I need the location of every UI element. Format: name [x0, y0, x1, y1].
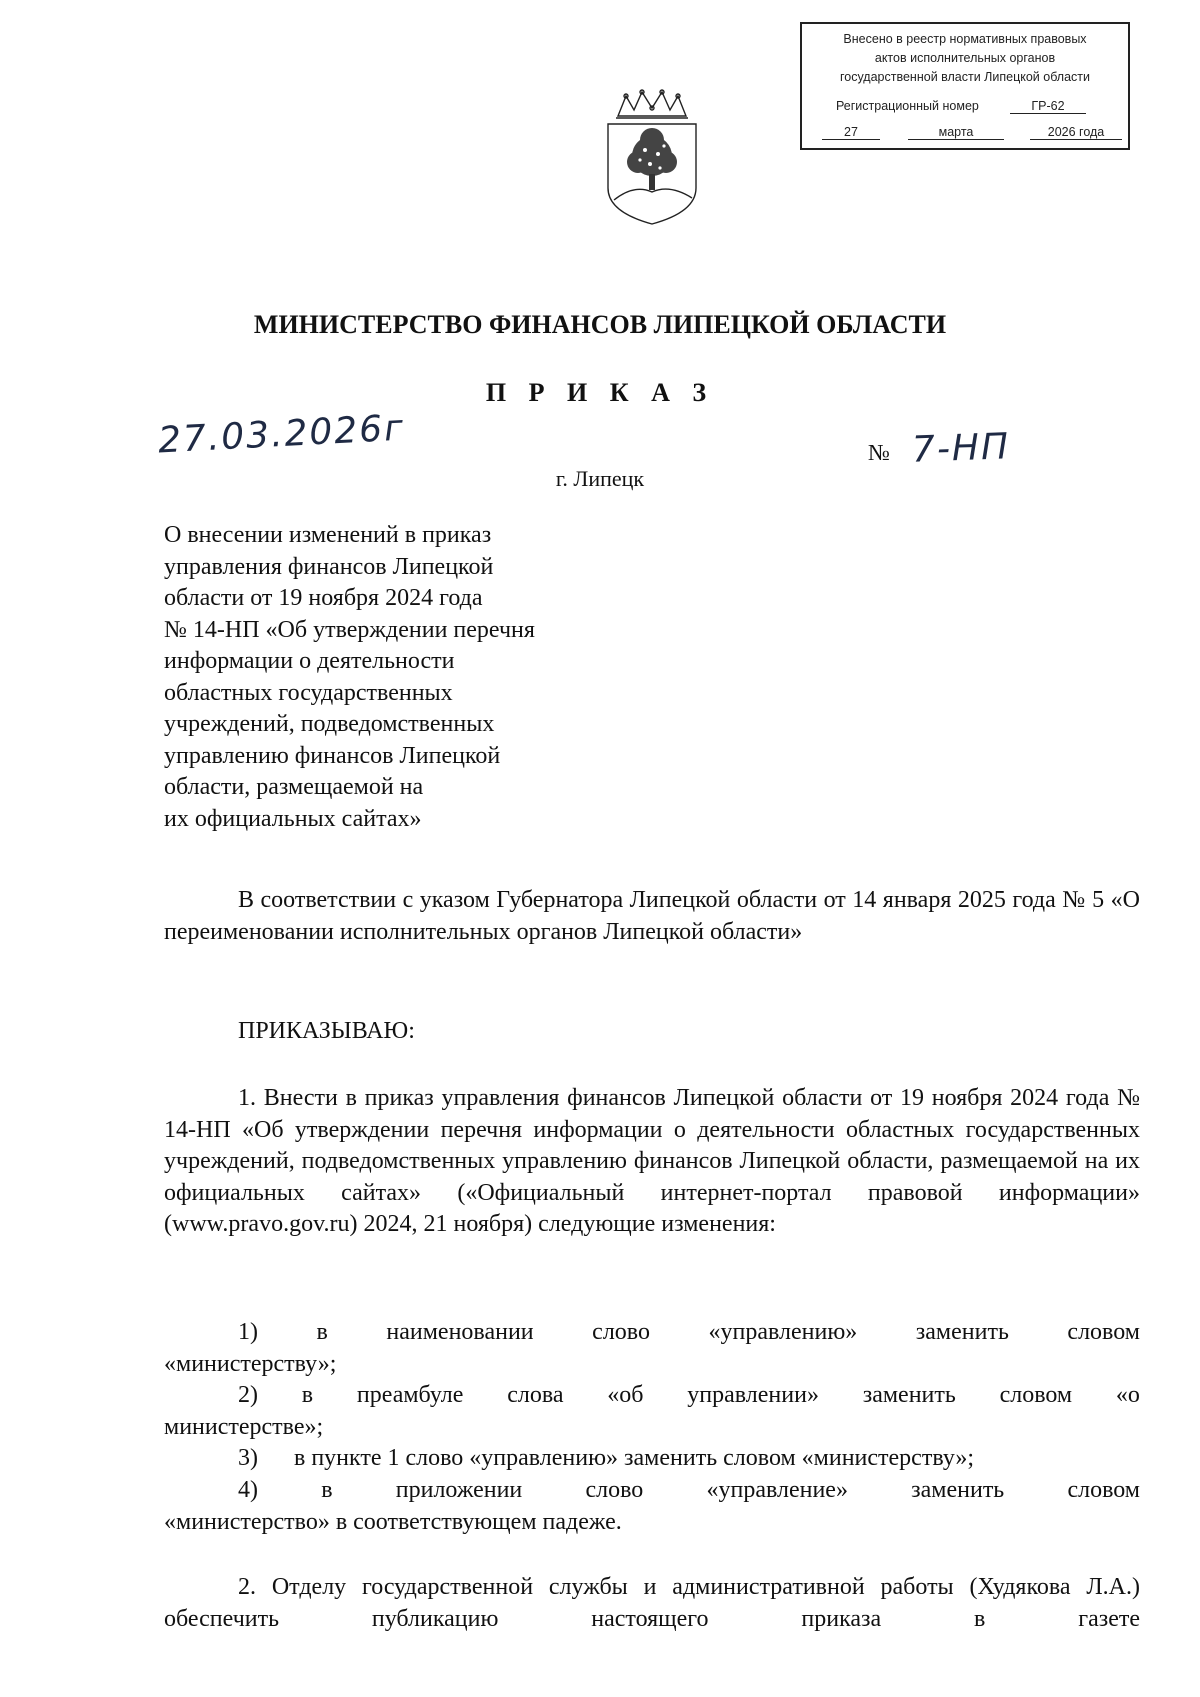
subject-line: области, размещаемой на: [164, 774, 424, 800]
document-type: П Р И К А З: [485, 378, 715, 407]
subject-line: их официальных сайтах»: [164, 805, 422, 832]
word: приложении: [395, 1477, 523, 1503]
word: словом: [1067, 1477, 1140, 1503]
item-1-text: 1. Внести в приказ управления финансов Липецкой области от 19 ноября 2024 года № 14-НП «Об утверждении перечня информации о деятельности областных государственных учреждений, подведомственных управлению финансов Липецкой области, размещаемой на их официальных сайтах» («Официальный интернет-портал правовой информации» (www.pravo.gov.ru) 2024, 21 ноября) следующие изменения:: [164, 1085, 1140, 1237]
document-subject: [164, 520, 535, 835]
sub-item-1-continuation: «министерству»;: [164, 1350, 337, 1377]
subject-line: № 14-НП «Об утверждении перечня: [164, 616, 535, 643]
sub-item-1: [164, 1317, 1140, 1380]
word: управлении»: [687, 1382, 819, 1408]
item-1-paragraph: [164, 1083, 1140, 1241]
stamp-reg-number: ГР-62: [1010, 99, 1086, 114]
stamp-line-2: актов исполнительных органов: [874, 51, 1056, 65]
word: наименовании: [386, 1319, 534, 1345]
item-2-paragraph: [164, 1572, 1140, 1635]
city: г. Липецк: [555, 466, 645, 491]
sub-item-2-continuation: министерстве»;: [164, 1413, 324, 1440]
stamp-line-3: государственной власти Липецкой области: [839, 70, 1091, 84]
stamp-month: марта: [908, 125, 1004, 140]
word: заменить: [862, 1382, 956, 1408]
word: преамбуле: [356, 1382, 464, 1408]
item-2-text: 2. Отделу государственной службы и административной работы (Худякова Л.А.) обеспечить публикацию настоящего приказа в газете: [164, 1574, 1140, 1632]
word: «управление»: [706, 1477, 848, 1503]
word: в: [316, 1319, 328, 1345]
word: заменить: [911, 1477, 1005, 1503]
word: в: [301, 1382, 314, 1408]
sub-item-2: [164, 1380, 1140, 1443]
sub-item-4-continuation: «министерство» в соответствующем падеже.: [164, 1508, 622, 1535]
word: слово: [592, 1319, 650, 1345]
sub-item-1-number: 1): [238, 1319, 258, 1345]
registration-stamp: [800, 22, 1130, 150]
word: словом: [999, 1382, 1073, 1408]
stamp-line-1: Внесено в реестр нормативных правовых: [843, 32, 1087, 46]
number-label: №: [868, 440, 890, 465]
word: в: [321, 1477, 333, 1503]
organization-title: МИНИСТЕРСТВО ФИНАНСОВ ЛИПЕЦКОЙ ОБЛАСТИ: [253, 310, 947, 339]
preamble-paragraph: [164, 885, 1140, 948]
subject-line: учреждений, подведомственных: [164, 711, 495, 737]
stamp-year: 2026 года: [1030, 125, 1122, 140]
sub-item-4: [164, 1475, 1140, 1538]
sub-item-2-number: 2): [238, 1382, 258, 1408]
stamp-day: 27: [822, 125, 880, 140]
preamble-text: В соответствии с указом Губернатора Липецкой области от 14 января 2025 года № 5 «О переименовании исполнительных органов Липецкой области»: [164, 887, 1140, 945]
subject-line: управлению финансов Липецкой: [164, 742, 501, 769]
coat-of-arms-icon: [600, 88, 704, 228]
sub-item-3-text: 3) в пункте 1 слово «управлению» заменить словом «министерству»;: [238, 1445, 975, 1471]
sub-item-4-number: 4): [238, 1477, 258, 1503]
order-word: ПРИКАЗЫВАЮ:: [238, 1018, 415, 1044]
subject-line: информации о деятельности: [164, 648, 455, 674]
subject-line: управления финансов Липецкой: [164, 553, 494, 580]
word: слово: [585, 1477, 644, 1503]
word: «об: [607, 1382, 644, 1408]
subject-line: областных государственных: [164, 679, 453, 706]
stamp-reg-label: Регистрационный номер: [836, 99, 979, 113]
handwritten-date: 27.03.2026г: [157, 407, 406, 462]
word: «о: [1115, 1382, 1140, 1408]
word: слова: [507, 1382, 564, 1408]
handwritten-number: 7-НП: [911, 426, 1011, 471]
sub-item-3: [164, 1443, 1140, 1475]
word: «управлению»: [708, 1319, 858, 1345]
subject-line: области от 19 ноября 2024 года: [164, 585, 483, 611]
word: словом: [1067, 1319, 1140, 1345]
subject-line: О внесении изменений в приказ: [164, 522, 492, 548]
word: заменить: [915, 1319, 1009, 1345]
